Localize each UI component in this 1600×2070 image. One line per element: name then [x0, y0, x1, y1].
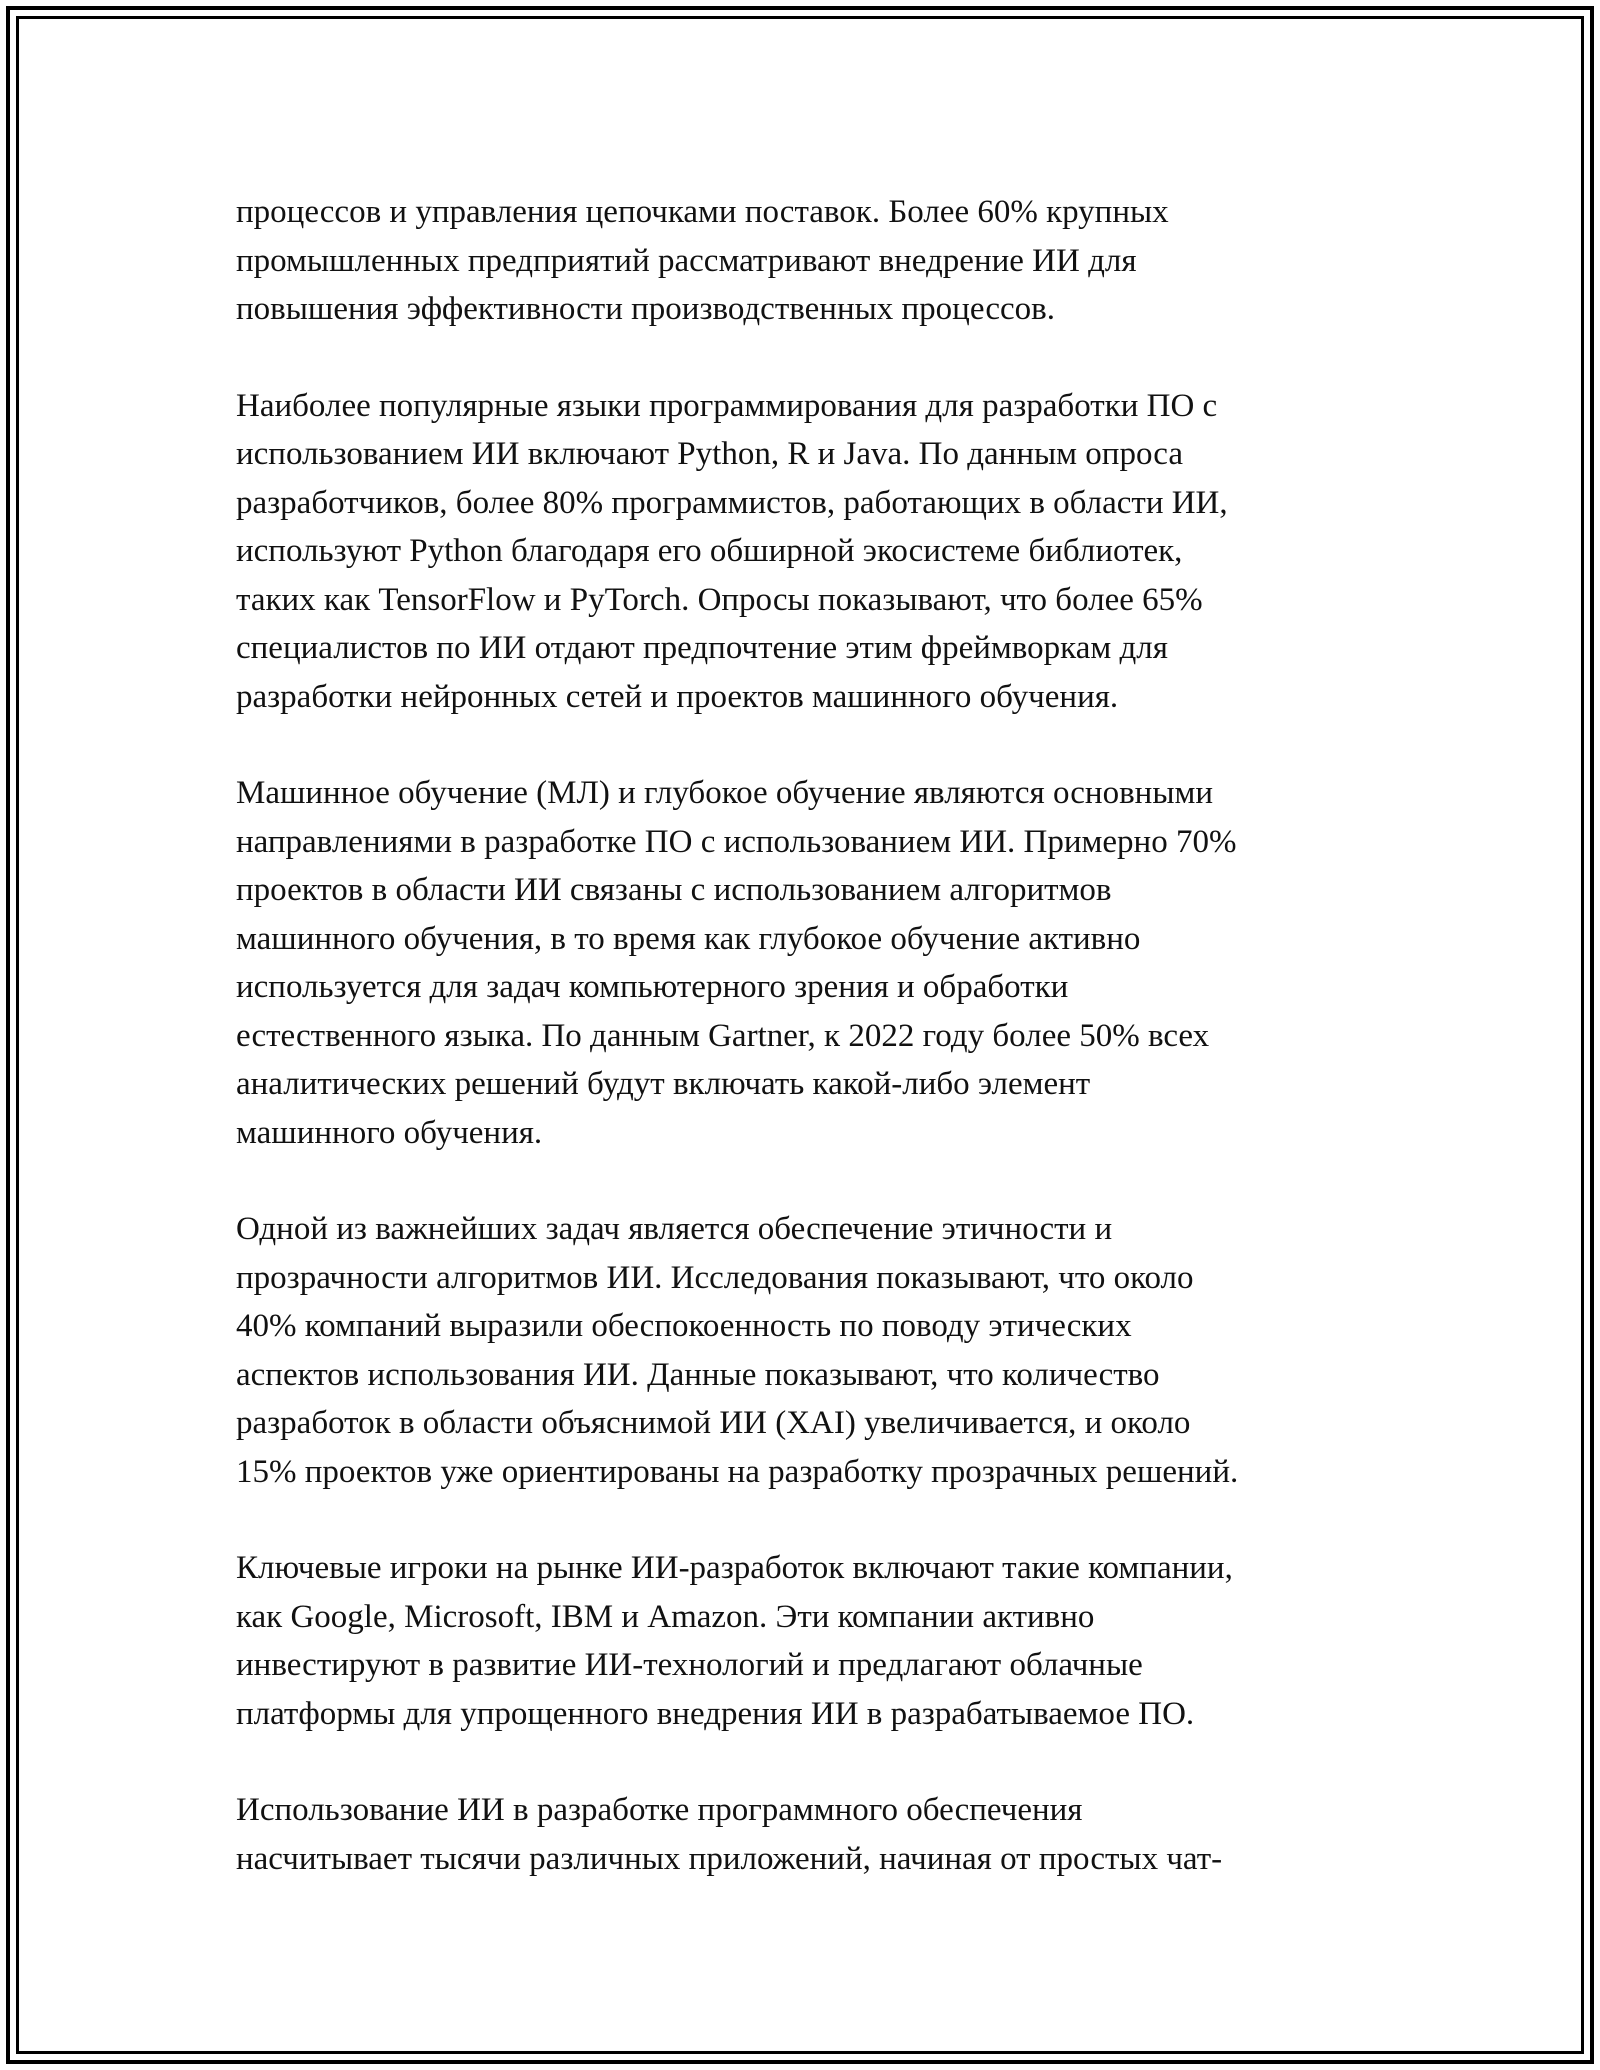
text-line: промышленных предприятий рассматривают внедрение ИИ для — [236, 242, 1137, 279]
text-line: Машинное обучение (МЛ) и глубокое обучение являются основными — [236, 775, 1214, 811]
text-line: аспектов использования ИИ. Данные показывают, что количество — [236, 1356, 1160, 1393]
text-line: насчитывает тысячи различных приложений, начиная от простых чат- — [236, 1840, 1223, 1877]
text-line: использованием ИИ включают Python, R и Java. По данным опроса — [236, 436, 1183, 472]
text-line: разработок в области объяснимой ИИ (XAI) увеличивается, и около — [236, 1405, 1191, 1441]
text-line: проектов в области ИИ связаны с использованием алгоритмов — [236, 872, 1112, 908]
text-line: машинного обучения. — [236, 1114, 543, 1151]
paragraph-ethics — [236, 1205, 1366, 1496]
text-line: Одной из важнейших задач является обеспечение этичности и — [236, 1211, 1113, 1247]
text-line: 15% проектов уже ориентированы на разработку прозрачных решений. — [236, 1453, 1239, 1490]
text-line: используют Python благодаря его обширной экосистеме библиотек, — [236, 533, 1183, 569]
text-line: Использование ИИ в разработке программного обеспечения — [236, 1792, 1083, 1828]
text-line: разработчиков, более 80% программистов, работающих в области ИИ, — [236, 484, 1228, 521]
paragraph-languages — [236, 382, 1366, 722]
text-line: 40% компаний выразили обеспокоенность по поводу этических — [236, 1308, 1132, 1344]
text-line: аналитических решений будут включать какой-либо элемент — [236, 1066, 1091, 1102]
text-line: повышения эффективности производственных процессов. — [236, 291, 1055, 327]
paragraph-applications — [236, 1786, 1366, 1883]
text-line: используется для задач компьютерного зрения и обработки — [236, 969, 1069, 1005]
document-body — [236, 188, 1366, 1931]
text-line: инвестируют в развитие ИИ-технологий и предлагают облачные — [236, 1647, 1143, 1683]
paragraph-manufacturing — [236, 188, 1366, 334]
text-line: направлениями в разработке ПО с использованием ИИ. Примерно 70% — [236, 823, 1237, 860]
text-line: как Google, Microsoft, IBM и Amazon. Эти компании активно — [236, 1598, 1095, 1635]
text-line: процессов и управления цепочками поставок. Более 60% крупных — [236, 194, 1169, 230]
paragraph-machine-learning — [236, 769, 1366, 1157]
text-line: прозрачности алгоритмов ИИ. Исследования показывают, что около — [236, 1259, 1194, 1296]
text-line: машинного обучения, в то время как глубокое обучение активно — [236, 920, 1141, 957]
text-line: Наиболее популярные языки программирования для разработки ПО с — [236, 387, 1218, 424]
text-line: специалистов по ИИ отдают предпочтение этим фреймворкам для — [236, 630, 1168, 666]
text-line: Ключевые игроки на рынке ИИ-разработок включают такие компании, — [236, 1550, 1233, 1586]
text-line: естественного языка. По данным Gartner, к 2022 году более 50% всех — [236, 1017, 1210, 1054]
text-line: таких как TensorFlow и PyTorch. Опросы показывают, что более 65% — [236, 581, 1203, 618]
text-line: платформы для упрощенного внедрения ИИ в разрабатываемое ПО. — [236, 1695, 1195, 1732]
text-line: разработки нейронных сетей и проектов машинного обучения. — [236, 678, 1119, 715]
paragraph-key-players — [236, 1544, 1366, 1738]
